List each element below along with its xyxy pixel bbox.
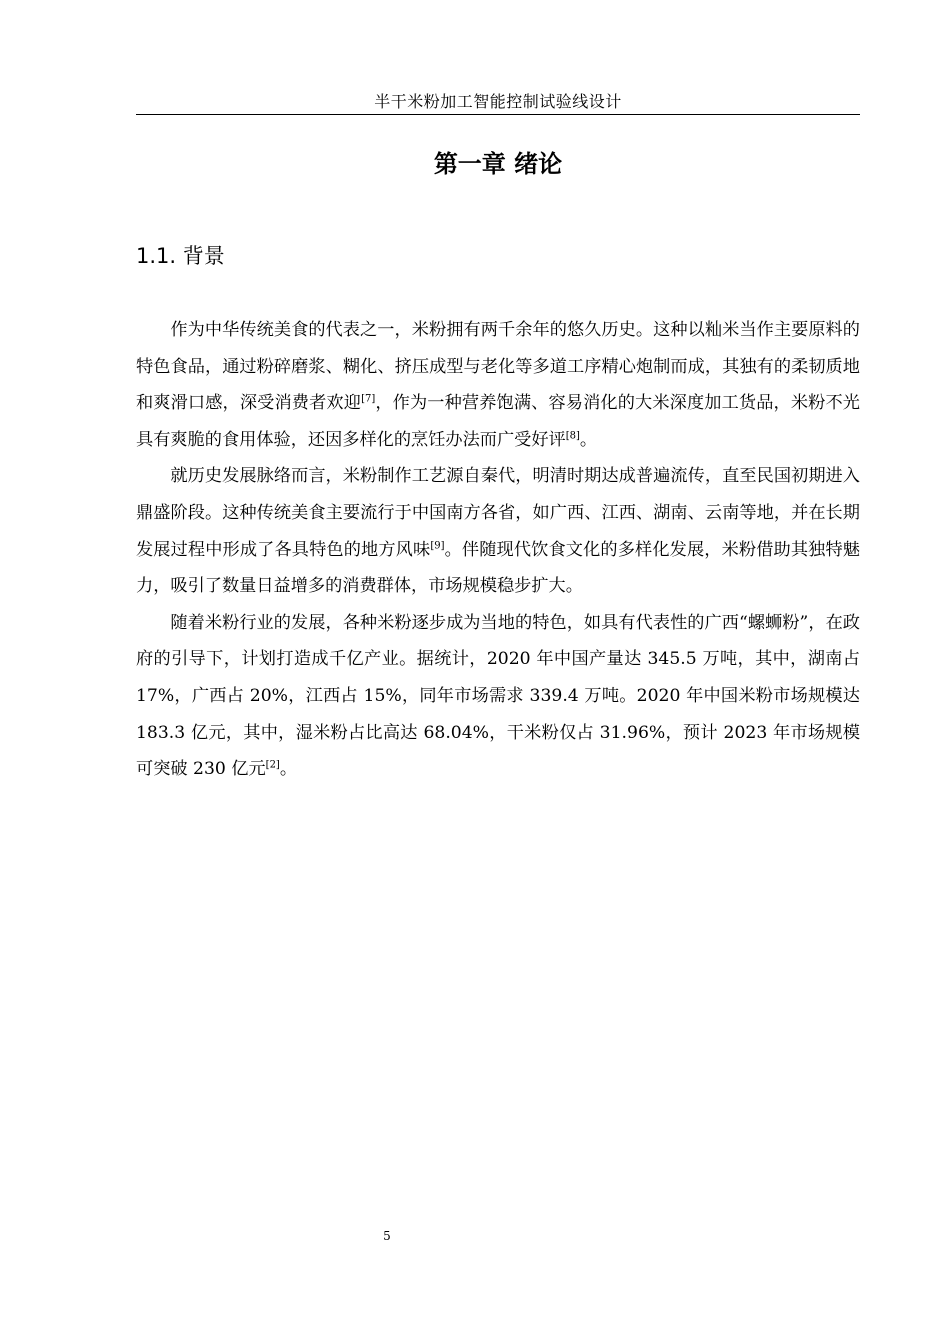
chapter-title: 第一章 绪论	[433, 150, 563, 178]
paragraph-2	[136, 458, 860, 604]
citation-ref: [7]	[361, 393, 376, 405]
paragraph-3-text-b: 。	[279, 759, 298, 780]
paragraph-3	[136, 605, 860, 788]
citation-ref: [9]	[430, 539, 445, 551]
running-header-title: 半干米粉加工智能控制试验线设计	[374, 92, 622, 111]
paragraph-3-text-a: 随着米粉行业的发展，各种米粉逐步成为当地的特色，如具有代表性的广西“螺蛳粉”，在政府的引导下，计划打造成千亿产业。据统计，2020 年中国产量达 345.5 万吨，其中，湖南占 17%，广西占 20%，江西占 15%，同年市场需求 339.4 万吨。2020 年中国米粉市场规模达 183.3 亿元，其中，湿米粉占比高达 68.04%，干米粉仅占 31.96%，预计 2023 年市场规模可突破 230 亿元	[136, 612, 860, 780]
section-title: 1.1. 背景	[136, 244, 225, 268]
paragraph-1-text-c: 。	[579, 429, 598, 450]
paragraph-2-text-b: 。伴随现代饮食文化的多样化发展，米粉借助其独特魅力，吸引了数量日益增多的消费群体，市场规模稳步扩大。	[136, 539, 860, 597]
paragraph-1-text-b: ，作为一种营养饱满、容易消化的大米深度加工货品，米粉不光具有爽脆的食用体验，还因多样化的烹饪办法而广受好评	[136, 393, 860, 450]
header-rule	[136, 114, 860, 115]
paragraph-1-text-a: 作为中华传统美食的代表之一，米粉拥有两千余年的悠久历史。这种以籼米当作主要原料的特色食品，通过粉碎磨浆、糊化、挤压成型与老化等多道工序精心炮制而成，其独有的柔韧质地和爽滑口感，深受消费者欢迎	[136, 320, 860, 414]
page-number: 5	[383, 1229, 391, 1243]
citation-ref: [8]	[565, 430, 580, 442]
paragraph-2-text-a: 就历史发展脉络而言，米粉制作工艺源自秦代，明清时期达成普遍流传，直至民国初期进入鼎盛阶段。这种传统美食主要流行于中国南方各省，如广西、江西、湖南、云南等地，并在长期发展过程中形成了各具特色的地方风味	[136, 466, 860, 560]
citation-ref: [2]	[265, 759, 280, 771]
body-text	[136, 312, 860, 788]
paragraph-1	[136, 312, 860, 458]
